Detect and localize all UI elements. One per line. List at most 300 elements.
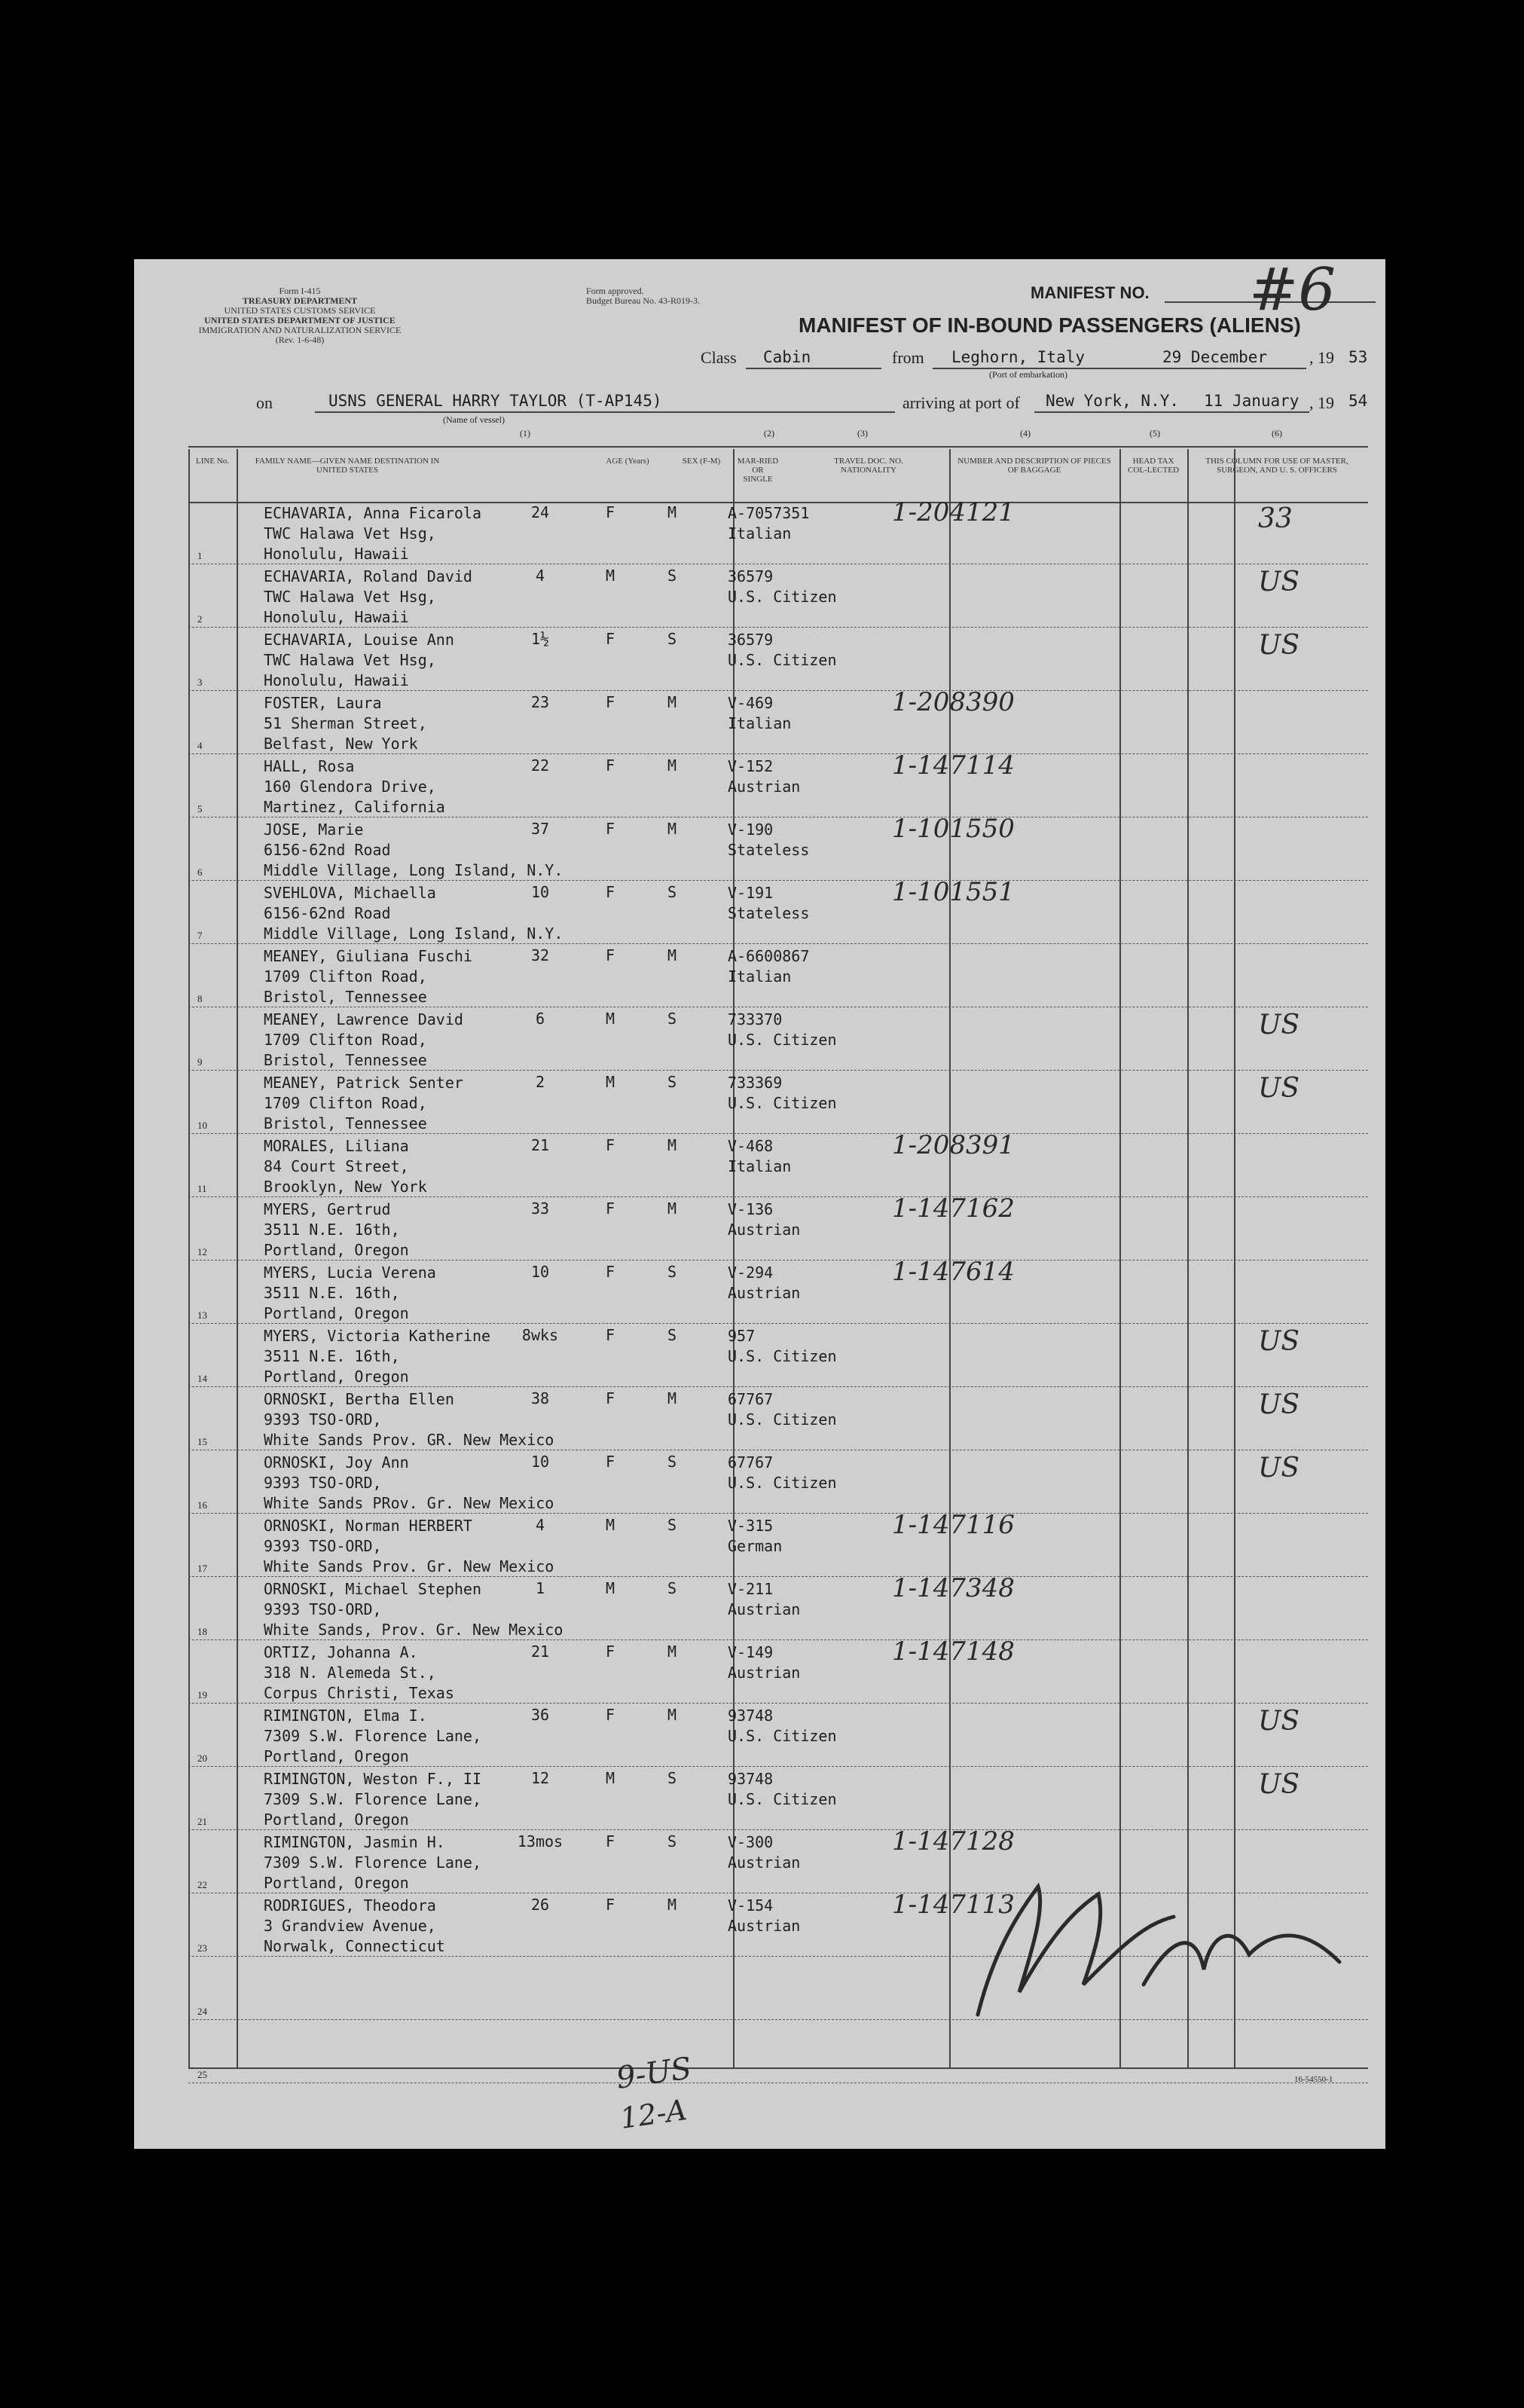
destination-line-1: 6156-62nd Road bbox=[264, 904, 391, 922]
officer-mark: US bbox=[1258, 630, 1300, 661]
line-number: 21 bbox=[197, 1816, 207, 1827]
row-divider bbox=[188, 1386, 1368, 1387]
passenger-age: 38 bbox=[530, 1389, 550, 1407]
line-number: 11 bbox=[197, 1183, 207, 1194]
passenger-age: 1½ bbox=[530, 630, 550, 648]
travel-doc bbox=[728, 1199, 886, 1240]
marital-status: M bbox=[667, 693, 677, 711]
line-number: 12 bbox=[197, 1246, 207, 1257]
baggage-number: 1-147128 bbox=[892, 1826, 1015, 1856]
travel-doc-number: 36579 bbox=[728, 631, 774, 649]
officer-mark: US bbox=[1258, 1453, 1300, 1484]
table-row bbox=[188, 1071, 1409, 1135]
passenger-name: RIMINGTON, Jasmin H. bbox=[264, 1833, 445, 1851]
destination-line-1: 3511 N.E. 16th, bbox=[264, 1221, 400, 1239]
passenger-sex: M bbox=[605, 1516, 615, 1534]
passenger-sex: F bbox=[605, 1263, 615, 1281]
destination-line-1: 3511 N.E. 16th, bbox=[264, 1347, 400, 1365]
destination-line-1: TWC Halawa Vet Hsg, bbox=[264, 588, 436, 606]
travel-doc bbox=[728, 1896, 886, 1936]
travel-doc bbox=[728, 756, 886, 797]
destination-line-2: Honolulu, Hawaii bbox=[264, 608, 409, 626]
marital-status: S bbox=[667, 1453, 677, 1471]
passenger-age: 10 bbox=[530, 1263, 550, 1281]
travel-doc bbox=[728, 1516, 886, 1557]
marital-status: S bbox=[667, 1832, 677, 1850]
marital-status: S bbox=[667, 1326, 677, 1344]
line-number: 15 bbox=[197, 1436, 207, 1447]
row-divider bbox=[188, 1766, 1368, 1767]
passenger-name: ORNOSKI, Michael Stephen bbox=[264, 1580, 481, 1598]
passenger-name: RIMINGTON, Elma I. bbox=[264, 1707, 427, 1725]
travel-doc-number: V-469 bbox=[728, 694, 774, 712]
destination-line-2: Honolulu, Hawaii bbox=[264, 671, 409, 689]
travel-doc bbox=[728, 1643, 886, 1683]
officer-mark: US bbox=[1258, 1769, 1300, 1800]
passenger-name: ORNOSKI, Bertha Ellen bbox=[264, 1390, 454, 1408]
passenger-name: HALL, Rosa bbox=[264, 757, 355, 775]
passenger-sex: F bbox=[605, 693, 615, 711]
line-number: 24 bbox=[197, 2006, 207, 2017]
marital-status: S bbox=[667, 1516, 677, 1534]
passenger-sex: F bbox=[605, 756, 615, 775]
col-number-3: (3) bbox=[857, 428, 868, 439]
line-number: 4 bbox=[197, 740, 203, 751]
travel-doc bbox=[728, 567, 886, 607]
passenger-sex: F bbox=[605, 1199, 615, 1218]
vessel-name: USNS GENERAL HARRY TAYLOR (T-AP145) bbox=[328, 392, 662, 410]
destination-line-1: 318 N. Alemeda St., bbox=[264, 1664, 436, 1682]
line-number: 9 bbox=[197, 1056, 203, 1068]
passenger-sex: M bbox=[605, 1579, 615, 1597]
baggage-number: 1-147348 bbox=[892, 1573, 1015, 1603]
vessel-caption: (Name of vessel) bbox=[443, 414, 505, 425]
travel-doc bbox=[728, 693, 886, 734]
passenger-name: MEANEY, Giuliana Fuschi bbox=[264, 947, 472, 965]
row-divider bbox=[188, 1260, 1368, 1261]
nationality: Italian bbox=[728, 1157, 792, 1175]
travel-doc-number: V-294 bbox=[728, 1264, 774, 1282]
baggage-number: 1-147162 bbox=[892, 1193, 1015, 1224]
col-number-4: (4) bbox=[1020, 428, 1031, 439]
passenger-name: MYERS, Lucia Verena bbox=[264, 1264, 436, 1282]
table-row bbox=[188, 1193, 1409, 1261]
table-row bbox=[188, 945, 1409, 1008]
passenger-age: 10 bbox=[530, 1453, 550, 1471]
line-number: 14 bbox=[197, 1373, 207, 1384]
port-caption: (Port of embarkation) bbox=[989, 369, 1067, 380]
travel-doc-number: 93748 bbox=[728, 1770, 774, 1788]
class-label: Class bbox=[701, 348, 737, 367]
marital-status: M bbox=[667, 1199, 677, 1218]
travel-doc-number: 957 bbox=[728, 1327, 756, 1345]
passenger-age: 10 bbox=[530, 883, 550, 901]
destination-line-2: Portland, Oregon bbox=[264, 1367, 409, 1386]
nationality: U.S. Citizen bbox=[728, 1410, 837, 1429]
marital-status: S bbox=[667, 1579, 677, 1597]
nationality: U.S. Citizen bbox=[728, 1727, 837, 1745]
class-value: Cabin bbox=[763, 348, 811, 366]
passenger-sex: M bbox=[605, 1769, 615, 1787]
travel-doc-number: 93748 bbox=[728, 1707, 774, 1725]
passenger-name: ECHAVARIA, Roland David bbox=[264, 567, 472, 585]
row-divider bbox=[188, 1639, 1368, 1640]
total-note: 9-US bbox=[614, 2051, 694, 2096]
destination-line-1: 51 Sherman Street, bbox=[264, 714, 427, 732]
passenger-sex: M bbox=[605, 1073, 615, 1091]
destination-line-1: TWC Halawa Vet Hsg, bbox=[264, 651, 436, 669]
destination-line-2: Portland, Oregon bbox=[264, 1304, 409, 1322]
from-label: from bbox=[892, 348, 924, 367]
depart-year-prefix: , 19 bbox=[1309, 348, 1334, 367]
passenger-age: 8wks bbox=[521, 1326, 559, 1344]
line-number: 6 bbox=[197, 866, 203, 878]
destination-line-2: Corpus Christi, Texas bbox=[264, 1684, 454, 1702]
travel-doc bbox=[728, 946, 886, 987]
officer-mark: US bbox=[1258, 567, 1300, 597]
line-number: 13 bbox=[197, 1309, 207, 1321]
arriving-label: arriving at port of bbox=[902, 393, 1020, 412]
row-divider bbox=[188, 1576, 1368, 1577]
nationality: U.S. Citizen bbox=[728, 1094, 837, 1112]
vessel-rule bbox=[315, 411, 895, 413]
passenger-sex: F bbox=[605, 883, 615, 901]
nationality: U.S. Citizen bbox=[728, 651, 837, 669]
travel-doc-number: A-7057351 bbox=[728, 504, 810, 522]
travel-doc-number: V-191 bbox=[728, 884, 774, 902]
destination-line-2: Bristol, Tennessee bbox=[264, 988, 427, 1006]
destination-line-2: Portland, Oregon bbox=[264, 1747, 409, 1765]
destination-line-2: Middle Village, Long Island, N.Y. bbox=[264, 861, 563, 879]
travel-doc-number: 733370 bbox=[728, 1010, 783, 1028]
nationality: U.S. Citizen bbox=[728, 1031, 837, 1049]
travel-doc bbox=[728, 1326, 886, 1367]
on-label: on bbox=[256, 393, 273, 412]
line-number: 16 bbox=[197, 1499, 207, 1511]
line-number: 2 bbox=[197, 613, 203, 625]
destination-line-1: 84 Court Street, bbox=[264, 1157, 409, 1175]
manifest-no-value: #6 bbox=[1249, 256, 1336, 324]
nationality: Stateless bbox=[728, 841, 810, 859]
travel-doc bbox=[728, 1769, 886, 1810]
nationality: Italian bbox=[728, 967, 792, 986]
destination-line-2: White Sands PRov. Gr. New Mexico bbox=[264, 1494, 554, 1512]
marital-status: M bbox=[667, 1389, 677, 1407]
passenger-sex: M bbox=[605, 567, 615, 585]
depart-date: 29 December bbox=[1162, 348, 1268, 366]
passenger-name: ECHAVARIA, Louise Ann bbox=[264, 631, 454, 649]
table-row bbox=[188, 1257, 1409, 1325]
officer-mark: 33 bbox=[1258, 503, 1293, 534]
row-divider bbox=[188, 880, 1368, 881]
destination-line-2: Portland, Oregon bbox=[264, 1874, 409, 1892]
baggage-number: 1-204121 bbox=[892, 497, 1015, 527]
passenger-age: 2 bbox=[535, 1073, 545, 1091]
travel-doc bbox=[728, 1453, 886, 1493]
table-row bbox=[188, 750, 1409, 818]
marital-status: M bbox=[667, 1706, 677, 1724]
travel-doc bbox=[728, 883, 886, 924]
table-top-rule bbox=[188, 446, 1368, 448]
destination-line-1: 3 Grandview Avenue, bbox=[264, 1917, 436, 1935]
passenger-sex: F bbox=[605, 1136, 615, 1154]
destination-line-2: Honolulu, Hawaii bbox=[264, 545, 409, 563]
baggage-number: 1-147116 bbox=[892, 1510, 1015, 1540]
marital-status: S bbox=[667, 567, 677, 585]
marital-status: S bbox=[667, 1073, 677, 1091]
travel-doc bbox=[728, 1389, 886, 1430]
marital-status: M bbox=[667, 1643, 677, 1661]
col-number-1: (1) bbox=[520, 428, 530, 439]
baggage-number: 1-208390 bbox=[892, 687, 1015, 717]
table-row bbox=[188, 814, 1409, 882]
passenger-sex: F bbox=[605, 946, 615, 964]
passenger-name: JOSE, Marie bbox=[264, 820, 364, 839]
baggage-number: 1-147148 bbox=[892, 1636, 1015, 1667]
nationality: U.S. Citizen bbox=[728, 1790, 837, 1808]
destination-line-1: 7309 S.W. Florence Lane, bbox=[264, 1727, 481, 1745]
travel-doc bbox=[728, 630, 886, 671]
customs-service: UNITED STATES CUSTOMS SERVICE bbox=[224, 305, 376, 316]
travel-doc bbox=[728, 820, 886, 860]
passenger-age: 23 bbox=[530, 693, 550, 711]
marital-status: M bbox=[667, 756, 677, 775]
travel-doc-number: 36579 bbox=[728, 567, 774, 585]
officer-mark: US bbox=[1258, 1706, 1300, 1737]
row-divider bbox=[188, 1513, 1368, 1514]
passenger-sex: F bbox=[605, 1453, 615, 1471]
line-number: 25 bbox=[197, 2069, 207, 2080]
line-number: 8 bbox=[197, 993, 203, 1004]
line-number: 20 bbox=[197, 1753, 207, 1764]
baggage-number: 1-147113 bbox=[892, 1890, 1015, 1920]
marital-status: S bbox=[667, 630, 677, 648]
row-divider bbox=[188, 1703, 1368, 1704]
destination-line-2: Brooklyn, New York bbox=[264, 1178, 427, 1196]
form-number: Form I-415 bbox=[279, 286, 321, 296]
destination-line-1: 7309 S.W. Florence Lane, bbox=[264, 1853, 481, 1872]
table-row bbox=[188, 1768, 1409, 1831]
line-number: 1 bbox=[197, 550, 203, 561]
baggage-number: 1-101551 bbox=[892, 877, 1015, 907]
nationality: Austrian bbox=[728, 1221, 801, 1239]
travel-doc-number: 733369 bbox=[728, 1074, 783, 1092]
marital-status: M bbox=[667, 1896, 677, 1914]
destination-line-1: 6156-62nd Road bbox=[264, 841, 391, 859]
passenger-name: RIMINGTON, Weston F., II bbox=[264, 1770, 481, 1788]
destination-line-1: 1709 Clifton Road, bbox=[264, 967, 427, 986]
col-head-head-tax: HEAD TAX COL-LECTED bbox=[1128, 457, 1179, 475]
passenger-age: 32 bbox=[530, 946, 550, 964]
table-row bbox=[188, 1130, 1409, 1198]
line-number: 5 bbox=[197, 803, 203, 814]
travel-doc-number: V-190 bbox=[728, 820, 774, 839]
travel-doc bbox=[728, 1010, 886, 1050]
nationality: U.S. Citizen bbox=[728, 588, 837, 606]
nationality: Stateless bbox=[728, 904, 810, 922]
manifest-no-label: MANIFEST NO. bbox=[1031, 283, 1150, 302]
passenger-age: 1 bbox=[535, 1579, 545, 1597]
travel-doc bbox=[728, 1706, 886, 1746]
officer-mark: US bbox=[1258, 1389, 1300, 1420]
col-head-name: FAMILY NAME—GIVEN NAME DESTINATION IN UNITED STATES bbox=[255, 457, 440, 475]
class-rule bbox=[746, 368, 881, 369]
destination-line-1: 3511 N.E. 16th, bbox=[264, 1284, 400, 1302]
table-row bbox=[188, 1573, 1409, 1641]
manifest-title: MANIFEST OF IN-BOUND PASSENGERS (ALIENS) bbox=[799, 313, 1301, 337]
arrival-year-prefix: , 19 bbox=[1309, 393, 1334, 412]
destination-line-2: White Sands Prov. Gr. New Mexico bbox=[264, 1557, 554, 1575]
passenger-name: MORALES, Liliana bbox=[264, 1137, 409, 1155]
baggage-number: 1-208391 bbox=[892, 1130, 1015, 1160]
col-number-5: (5) bbox=[1150, 428, 1160, 439]
table-row bbox=[188, 565, 1409, 628]
col-head-line-no: LINE No. bbox=[196, 457, 229, 466]
nationality: Italian bbox=[728, 524, 792, 542]
travel-doc bbox=[728, 1136, 886, 1177]
destination-line-1: 9393 TSO-ORD, bbox=[264, 1410, 382, 1429]
passenger-age: 12 bbox=[530, 1769, 550, 1787]
travel-doc-number: V-154 bbox=[728, 1896, 774, 1914]
baggage-number: 1-101550 bbox=[892, 814, 1015, 844]
budget-bureau: Budget Bureau No. 43-R019-3. bbox=[586, 295, 700, 306]
marital-status: S bbox=[667, 883, 677, 901]
destination-line-1: 1709 Clifton Road, bbox=[264, 1094, 427, 1112]
nationality: U.S. Citizen bbox=[728, 1347, 837, 1365]
nationality: Austrian bbox=[728, 1917, 801, 1935]
passenger-age: 21 bbox=[530, 1136, 550, 1154]
marital-status: M bbox=[667, 503, 677, 521]
table-row bbox=[188, 1388, 1409, 1451]
destination-line-2: Martinez, California bbox=[264, 798, 445, 816]
passenger-sex: F bbox=[605, 1643, 615, 1661]
travel-doc-number: 67767 bbox=[728, 1390, 774, 1408]
destination-line-1: 9393 TSO-ORD, bbox=[264, 1600, 382, 1618]
arrival-year: 54 bbox=[1348, 392, 1368, 410]
passenger-age: 37 bbox=[530, 820, 550, 838]
col-head-married: MAR-RIED OR SINGLE bbox=[737, 457, 779, 484]
travel-doc-number: V-468 bbox=[728, 1137, 774, 1155]
row-divider bbox=[188, 1323, 1368, 1324]
passenger-name: MEANEY, Lawrence David bbox=[264, 1010, 463, 1028]
officer-signature bbox=[948, 1841, 1370, 2037]
passenger-name: ORNOSKI, Norman HERBERT bbox=[264, 1517, 472, 1535]
passenger-age: 22 bbox=[530, 756, 550, 775]
destination-line-1: 9393 TSO-ORD, bbox=[264, 1474, 382, 1492]
officer-mark: US bbox=[1258, 1326, 1300, 1357]
print-code: 16-54550-1 bbox=[1294, 2075, 1333, 2084]
form-approval bbox=[586, 286, 782, 306]
line-number: 10 bbox=[197, 1120, 207, 1131]
passenger-name: ECHAVARIA, Anna Ficarola bbox=[264, 504, 481, 522]
arrival-date: 11 January bbox=[1204, 392, 1300, 410]
destination-line-2: Portland, Oregon bbox=[264, 1811, 409, 1829]
passenger-sex: F bbox=[605, 1389, 615, 1407]
table-row bbox=[188, 497, 1409, 565]
passenger-age: 4 bbox=[535, 1516, 545, 1534]
passenger-sex: F bbox=[605, 1832, 615, 1850]
passenger-sex: F bbox=[605, 630, 615, 648]
passenger-age: 36 bbox=[530, 1706, 550, 1724]
destination-line-2: White Sands Prov. GR. New Mexico bbox=[264, 1431, 554, 1449]
passenger-sex: F bbox=[605, 1326, 615, 1344]
baggage-number: 1-147114 bbox=[892, 750, 1015, 781]
travel-doc bbox=[728, 1073, 886, 1114]
destination-line-1: TWC Halawa Vet Hsg, bbox=[264, 524, 436, 542]
form-approved: Form approved. bbox=[586, 286, 644, 296]
form-agency-block bbox=[187, 286, 413, 345]
marital-status: S bbox=[667, 1010, 677, 1028]
dept-justice: UNITED STATES DEPARTMENT OF JUSTICE bbox=[204, 315, 396, 325]
travel-doc bbox=[728, 1263, 886, 1303]
passenger-sex: F bbox=[605, 1706, 615, 1724]
table-row bbox=[188, 1510, 1409, 1578]
col-head-age: AGE (Years) bbox=[606, 457, 649, 466]
passenger-age: 24 bbox=[530, 503, 550, 521]
line-number: 7 bbox=[197, 930, 203, 941]
nationality: Austrian bbox=[728, 778, 801, 796]
row-divider bbox=[188, 943, 1368, 944]
travel-doc-number: V-149 bbox=[728, 1643, 774, 1661]
passenger-age: 26 bbox=[530, 1896, 550, 1914]
travel-doc-number: A-6600867 bbox=[728, 947, 810, 965]
table-row bbox=[188, 877, 1409, 945]
marital-status: S bbox=[667, 1769, 677, 1787]
travel-doc bbox=[728, 1832, 886, 1873]
row-divider bbox=[188, 1196, 1368, 1197]
line-number: 17 bbox=[197, 1563, 207, 1574]
col-number-2: (2) bbox=[764, 428, 774, 439]
nationality: German bbox=[728, 1537, 783, 1555]
from-value: Leghorn, Italy bbox=[951, 348, 1086, 366]
dept-treasury: TREASURY DEPARTMENT bbox=[242, 295, 358, 306]
manifest-page bbox=[134, 256, 1385, 2149]
marital-status: M bbox=[667, 820, 677, 838]
nationality: Austrian bbox=[728, 1853, 801, 1872]
destination-line-1: 9393 TSO-ORD, bbox=[264, 1537, 382, 1555]
passenger-sex: F bbox=[605, 820, 615, 838]
destination-line-2: White Sands, Prov. Gr. New Mexico bbox=[264, 1621, 563, 1639]
immigration-service: IMMIGRATION AND NATURALIZATION SERVICE bbox=[198, 325, 402, 335]
travel-doc-number: V-136 bbox=[728, 1200, 774, 1218]
line-number: 23 bbox=[197, 1942, 207, 1954]
travel-doc-number: V-315 bbox=[728, 1517, 774, 1535]
col-head-officers: THIS COLUMN FOR USE OF MASTER, SURGEON, AND U. S. OFFICERS bbox=[1205, 457, 1348, 475]
destination-line-2: Bristol, Tennessee bbox=[264, 1114, 427, 1132]
travel-doc-number: 67767 bbox=[728, 1453, 774, 1471]
destination-line-1: 1709 Clifton Road, bbox=[264, 1031, 427, 1049]
passenger-name: RODRIGUES, Theodora bbox=[264, 1896, 436, 1914]
baggage-number: 1-147614 bbox=[892, 1257, 1015, 1287]
marital-status: M bbox=[667, 946, 677, 964]
table-row bbox=[188, 1636, 1409, 1704]
col-number-6: (6) bbox=[1272, 428, 1282, 439]
nationality: U.S. Citizen bbox=[728, 1474, 837, 1492]
line-number: 19 bbox=[197, 1689, 207, 1701]
arrival-port: New York, N.Y. bbox=[1046, 392, 1180, 410]
destination-line-2: Middle Village, Long Island, N.Y. bbox=[264, 924, 563, 943]
table-row bbox=[188, 1325, 1409, 1388]
line-number: 3 bbox=[197, 677, 203, 688]
travel-doc bbox=[728, 503, 886, 544]
arrival-rule bbox=[1034, 411, 1309, 413]
passenger-name: SVEHLOVA, Michaella bbox=[264, 884, 436, 902]
passenger-name: MYERS, Gertrud bbox=[264, 1200, 391, 1218]
passenger-name: MYERS, Victoria Katherine bbox=[264, 1327, 491, 1345]
table-row bbox=[188, 687, 1409, 755]
table-row bbox=[188, 1008, 1409, 1071]
destination-line-2: Norwalk, Connecticut bbox=[264, 1937, 445, 1955]
